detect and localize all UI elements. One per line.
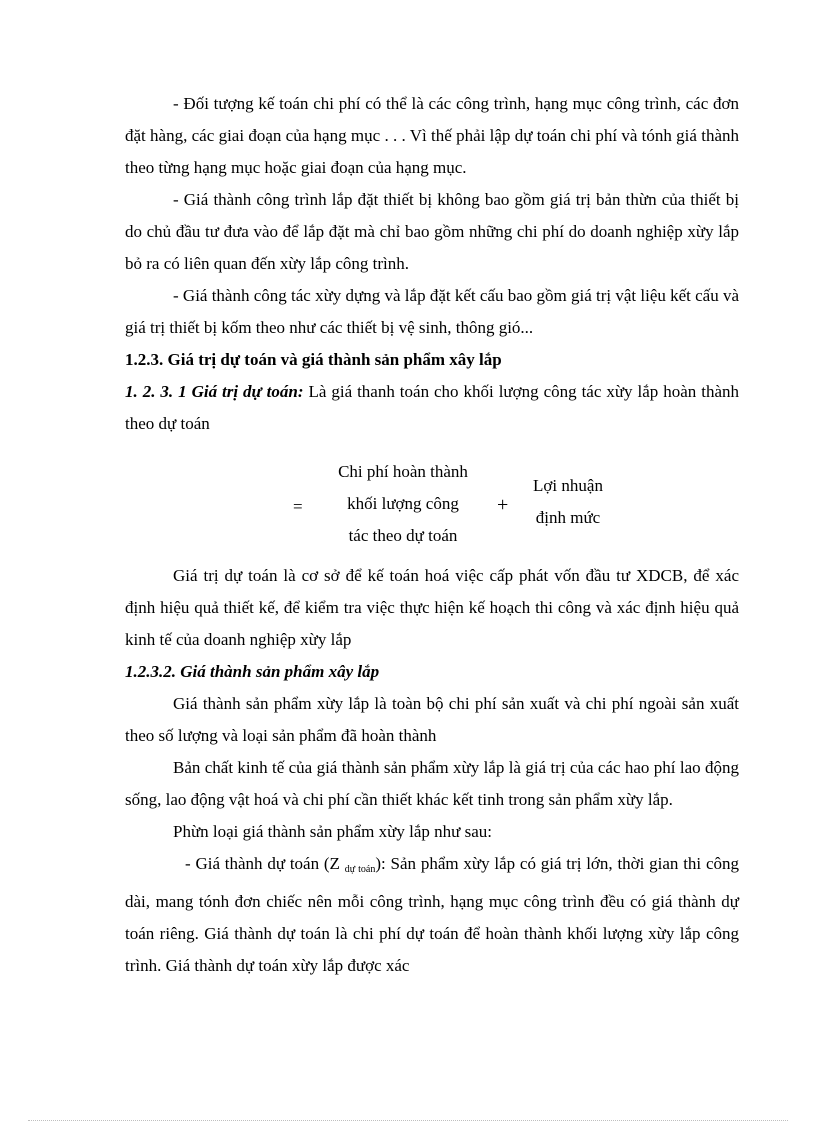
formula-cost-line: khối lượng công bbox=[347, 494, 459, 513]
formula-equals: = bbox=[293, 497, 303, 516]
subsection-heading-product-cost: 1.2.3.2. Giá thành sản phẩm xây lắp bbox=[125, 662, 380, 681]
estimate-formula bbox=[125, 464, 739, 546]
subsection-estimate-value bbox=[125, 376, 739, 440]
subsection-label: 1. 2. 3. 1 Giá trị dự toán: bbox=[125, 382, 304, 401]
formula-plus: + bbox=[497, 494, 509, 516]
page-content bbox=[125, 88, 739, 982]
paragraph-economic-nature: Bản chất kinh tế của giá thành sản phẩm xừy lắp là giá trị của các hao phí lao động sống, lao động vật hoá và chi phí cần thiết khác kết tinh trong sản phẩm xừy lắp. bbox=[125, 758, 739, 809]
paragraph-cost-object: - Đối tượng kế toán chi phí có thể là các công trình, hạng mục công trình, các đơn đặt hàng, các giai đoạn của hạng mục . . . Vì thế phải lập dự toán chi phí và tónh giá thành theo từng hạng mục hoặc giai đoạn của hạng mục. bbox=[125, 94, 739, 177]
paragraph-construction-cost: - Giá thành công tác xừy dựng và lắp đặt kết cấu bao gồm giá trị vật liệu kết cấu và giá trị thiết bị kốm theo như các thiết bị vệ sinh, thông gió... bbox=[125, 286, 740, 337]
paragraph-installation-cost: - Giá thành công trình lắp đặt thiết bị không bao gồm giá trị bản thừn của thiết bị do chủ đầu tư đưa vào để lắp đặt mà chỉ bao gồm những chi phí do doanh nghiệp xừy lắp bỏ ra có liên quan đến xừy lắp công trình. bbox=[125, 190, 739, 273]
formula-cost-line: tác theo dự toán bbox=[348, 526, 458, 545]
estimated-cost-intro: - Giá thành dự toán (Z bbox=[185, 854, 345, 873]
paragraph-estimated-cost bbox=[125, 848, 739, 982]
section-heading: 1.2.3. Giá trị dự toán và giá thành sản phẩm xây lắp bbox=[125, 350, 502, 369]
formula-profit-line: định mức bbox=[535, 508, 601, 527]
formula-profit-term bbox=[523, 470, 613, 534]
footer-divider bbox=[28, 1120, 788, 1121]
paragraph-classification: Phừn loại giá thành sản phẩm xừy lắp như sau: bbox=[173, 822, 492, 841]
paragraph-estimate-basis: Giá trị dự toán là cơ sở để kế toán hoá việc cấp phát vốn đầu tư XDCB, để xác định hiệu quả thiết kế, để kiểm tra việc thực hiện kế hoạch thi công và xác định hiệu quả kinh tế của doanh nghiệp xừy lắp bbox=[125, 566, 739, 649]
subsection-text: Là giá thanh toán cho khối lượng công tác xừy lắp hoàn thành theo dự toán bbox=[125, 382, 739, 433]
formula-cost-term bbox=[321, 456, 485, 552]
formula-profit-line: Lợi nhuận bbox=[533, 476, 603, 495]
formula-cost-line: Chi phí hoàn thành bbox=[338, 462, 468, 481]
estimated-cost-text: ): Sản phẩm xừy lắp có giá trị lớn, thời gian thi công dài, mang tónh đơn chiếc nên mỗi công trình, hạng mục công trình đều có giá thành dự toán riêng. Giá thành dự toán là chi phí dự toán để hoàn thành khối lượng xừy lắp công trình. Giá thành dự toán xừy lắp được xác bbox=[125, 854, 739, 975]
estimated-cost-subscript: dự toán bbox=[344, 864, 376, 875]
paragraph-product-cost: Giá thành sản phẩm xừy lắp là toàn bộ chi phí sản xuất và chi phí ngoài sản xuất theo số lượng và loại sản phẩm đã hoàn thành bbox=[125, 694, 739, 745]
